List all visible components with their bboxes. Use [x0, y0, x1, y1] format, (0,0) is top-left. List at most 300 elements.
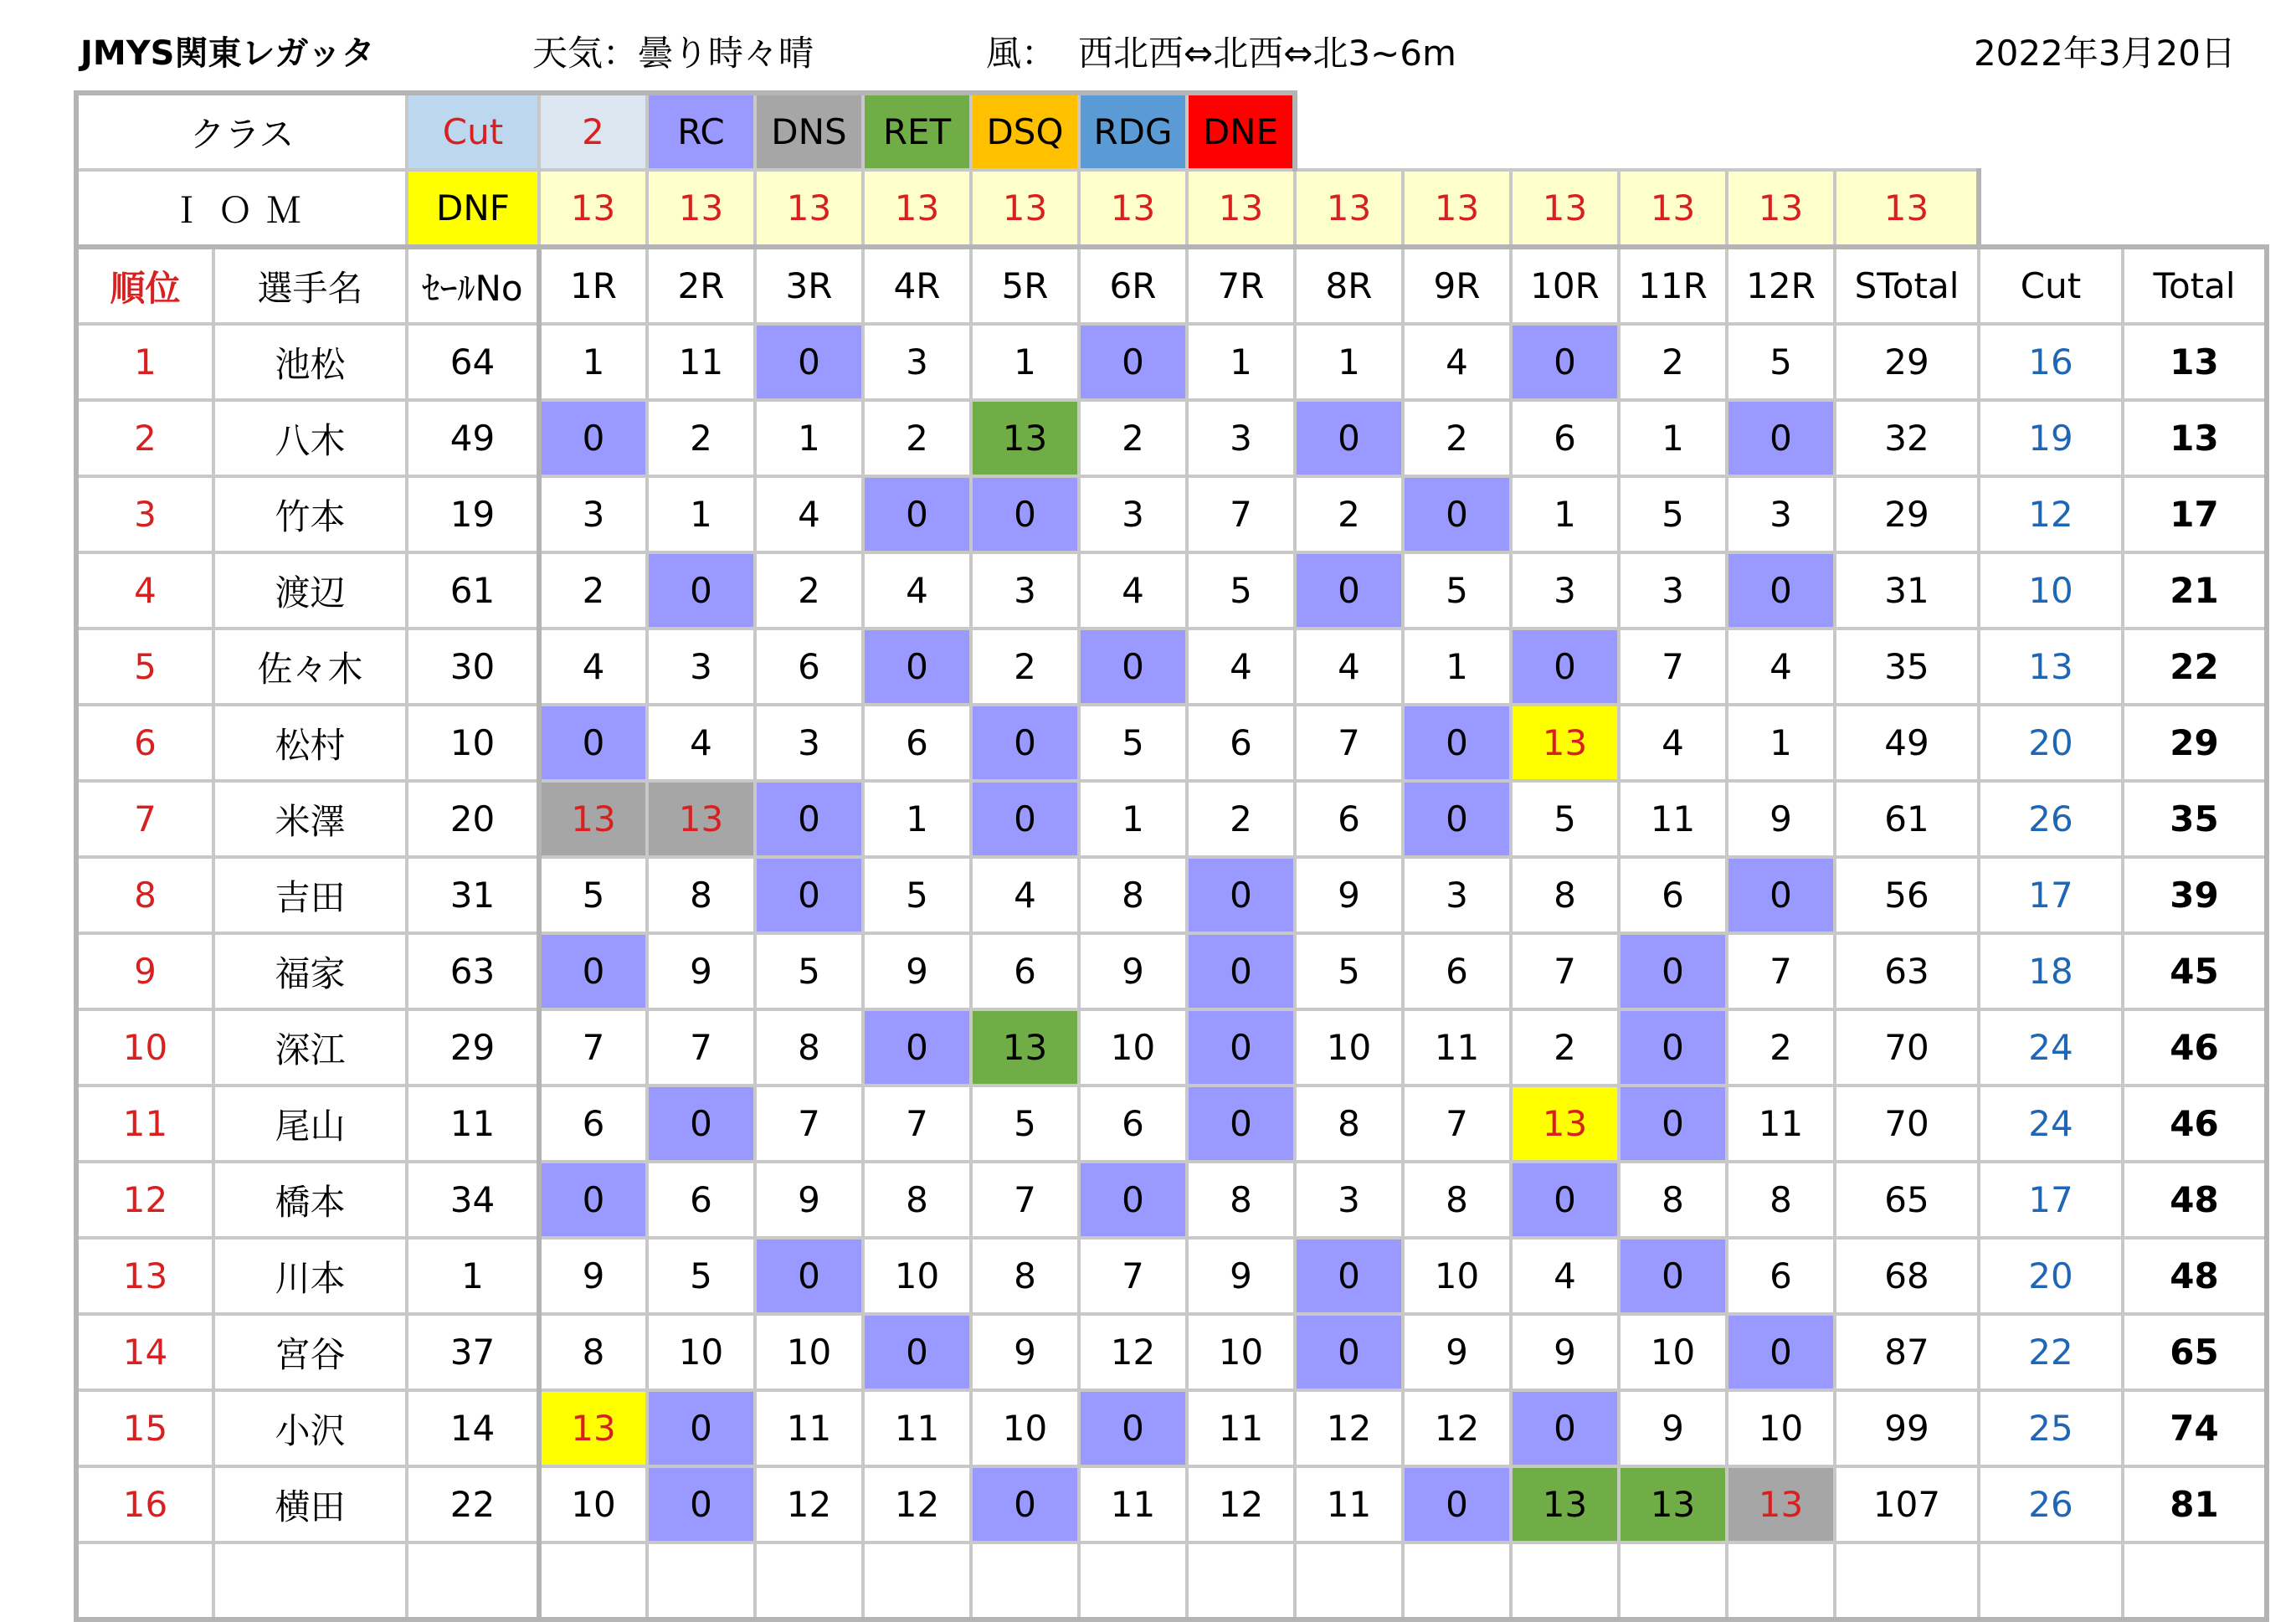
race-score-cell: 10 — [1295, 1009, 1403, 1086]
race-score-cell: 4 — [971, 857, 1079, 933]
rank-cell: 3 — [76, 476, 213, 552]
name-cell: 福家 — [213, 933, 407, 1009]
race-date: 2022年3月20日 — [1973, 33, 2236, 74]
race-score-cell: 7 — [971, 1162, 1079, 1238]
race-score-cell: 2 — [971, 629, 1079, 705]
penalty-value: 13 — [755, 170, 863, 247]
race-score-cell: 3 — [1295, 1162, 1403, 1238]
result-row — [76, 933, 2269, 1009]
cut-cell: 12 — [1979, 476, 2123, 552]
column-header: ｾｰﾙNo — [407, 247, 539, 324]
race-score-cell: 4 — [1295, 629, 1403, 705]
race-score-cell: 4 — [1403, 324, 1511, 400]
race-score-cell: 1 — [755, 400, 863, 476]
class-label: クラス — [76, 93, 407, 170]
stotal-cell: 63 — [1835, 933, 1979, 1009]
race-score-cell: 10 — [863, 1238, 971, 1314]
cut-cell: 22 — [1979, 1314, 2123, 1390]
race-score-cell: 4 — [1511, 1238, 1619, 1314]
race-score-cell: 12 — [1403, 1390, 1511, 1466]
race-score-cell: 7 — [1295, 705, 1403, 781]
total-cell: 29 — [2123, 705, 2267, 781]
race-score-cell: 11 — [1619, 781, 1727, 857]
empty-cell — [539, 1542, 647, 1619]
cut-cell: 19 — [1979, 400, 2123, 476]
column-header: 9R — [1403, 247, 1511, 324]
sail-no-cell: 49 — [407, 400, 539, 476]
race-score-cell: 5 — [971, 1086, 1079, 1162]
race-score-cell: 13 — [1511, 705, 1619, 781]
cut-cell: 24 — [1979, 1086, 2123, 1162]
race-score-cell: 3 — [1403, 857, 1511, 933]
penalty-value: 13 — [1835, 170, 1979, 247]
cut-cell: 20 — [1979, 705, 2123, 781]
race-score-cell: 0 — [647, 1466, 755, 1542]
race-score-cell: 11 — [1295, 1466, 1403, 1542]
column-header: STotal — [1835, 247, 1979, 324]
race-score-cell: 13 — [539, 781, 647, 857]
race-score-cell: 6 — [1187, 705, 1295, 781]
race-score-cell: 8 — [1295, 1086, 1403, 1162]
race-score-cell: 0 — [647, 552, 755, 629]
regatta-title: JMYS関東レガッタ — [80, 34, 375, 73]
stotal-cell: 70 — [1835, 1009, 1979, 1086]
cut-cell: 10 — [1979, 552, 2123, 629]
empty-cell — [1835, 1542, 1979, 1619]
race-score-cell: 0 — [863, 1314, 971, 1390]
sail-no-cell: 1 — [407, 1238, 539, 1314]
race-score-cell: 6 — [1511, 400, 1619, 476]
sheet-header — [0, 0, 2296, 84]
race-score-cell: 1 — [1511, 476, 1619, 552]
empty-cell — [1511, 1542, 1619, 1619]
race-score-cell: 8 — [539, 1314, 647, 1390]
race-score-cell: 5 — [863, 857, 971, 933]
name-cell: 川本 — [213, 1238, 407, 1314]
race-score-cell: 0 — [1295, 400, 1403, 476]
race-score-cell: 4 — [1619, 705, 1727, 781]
race-score-cell: 5 — [539, 857, 647, 933]
race-score-cell: 9 — [755, 1162, 863, 1238]
wind-value: 西北西⇔北西⇔北3~6m — [1078, 33, 1456, 74]
race-score-cell: 3 — [1187, 400, 1295, 476]
stotal-cell: 68 — [1835, 1238, 1979, 1314]
race-score-cell: 12 — [1079, 1314, 1187, 1390]
sail-no-cell: 22 — [407, 1466, 539, 1542]
rank-cell: 14 — [76, 1314, 213, 1390]
stotal-cell: 107 — [1835, 1466, 1979, 1542]
result-row — [76, 857, 2269, 933]
race-score-cell: 10 — [1403, 1238, 1511, 1314]
total-cell: 65 — [2123, 1314, 2267, 1390]
stotal-cell: 99 — [1835, 1390, 1979, 1466]
sail-no-cell: 14 — [407, 1390, 539, 1466]
column-header: Total — [2123, 247, 2267, 324]
column-header: 6R — [1079, 247, 1187, 324]
race-score-cell: 9 — [1619, 1390, 1727, 1466]
race-score-cell: 8 — [1403, 1162, 1511, 1238]
empty-cell — [1619, 1542, 1727, 1619]
legend-rc: RC — [647, 93, 755, 170]
race-score-cell: 0 — [1187, 857, 1295, 933]
total-cell: 21 — [2123, 552, 2267, 629]
race-score-cell: 9 — [1187, 1238, 1295, 1314]
race-score-cell: 3 — [863, 324, 971, 400]
race-score-cell: 5 — [1511, 781, 1619, 857]
race-score-cell: 8 — [1079, 857, 1187, 933]
race-score-cell: 0 — [1187, 1009, 1295, 1086]
empty-cell — [1079, 1542, 1187, 1619]
race-score-cell: 8 — [755, 1009, 863, 1086]
race-score-cell: 12 — [1295, 1390, 1403, 1466]
wind-info — [986, 30, 1456, 77]
sail-no-cell: 19 — [407, 476, 539, 552]
race-score-cell: 10 — [647, 1314, 755, 1390]
penalty-value: 13 — [1187, 170, 1295, 247]
penalty-row — [76, 170, 2269, 247]
result-row — [76, 400, 2269, 476]
empty-cell — [407, 1542, 539, 1619]
total-cell: 13 — [2123, 324, 2267, 400]
race-score-cell: 6 — [1295, 781, 1403, 857]
empty-row — [76, 1542, 2269, 1619]
race-score-cell: 12 — [755, 1466, 863, 1542]
race-score-cell: 0 — [1619, 1009, 1727, 1086]
rank-cell: 7 — [76, 781, 213, 857]
race-score-cell: 6 — [755, 629, 863, 705]
empty-cell — [213, 1542, 407, 1619]
race-score-cell: 0 — [1079, 629, 1187, 705]
result-row — [76, 552, 2269, 629]
race-score-cell: 4 — [1727, 629, 1835, 705]
stotal-cell: 61 — [1835, 781, 1979, 857]
race-score-cell: 4 — [755, 476, 863, 552]
race-score-cell: 0 — [1619, 933, 1727, 1009]
race-score-cell: 0 — [1295, 552, 1403, 629]
race-score-cell: 10 — [1079, 1009, 1187, 1086]
column-header: 2R — [647, 247, 755, 324]
race-score-cell: 1 — [647, 476, 755, 552]
race-score-cell: 5 — [1619, 476, 1727, 552]
sail-no-cell: 31 — [407, 857, 539, 933]
race-score-cell: 0 — [1511, 1162, 1619, 1238]
race-score-cell: 2 — [539, 552, 647, 629]
race-score-cell: 0 — [1187, 1086, 1295, 1162]
race-score-cell: 9 — [1079, 933, 1187, 1009]
race-score-cell: 6 — [1727, 1238, 1835, 1314]
stotal-cell: 32 — [1835, 400, 1979, 476]
rank-cell: 9 — [76, 933, 213, 1009]
sail-no-cell: 20 — [407, 781, 539, 857]
race-score-cell: 1 — [1727, 705, 1835, 781]
race-score-cell: 10 — [971, 1390, 1079, 1466]
cut-cell: 16 — [1979, 324, 2123, 400]
race-score-cell: 7 — [1403, 1086, 1511, 1162]
weather-info — [532, 30, 814, 77]
race-score-cell: 13 — [647, 781, 755, 857]
sail-no-cell: 64 — [407, 324, 539, 400]
cut-cell: 26 — [1979, 1466, 2123, 1542]
race-score-cell: 0 — [1403, 781, 1511, 857]
cut-cell: 25 — [1979, 1390, 2123, 1466]
race-score-cell: 9 — [863, 933, 971, 1009]
race-score-cell: 13 — [1511, 1466, 1619, 1542]
race-score-cell: 5 — [1727, 324, 1835, 400]
race-score-cell: 8 — [1187, 1162, 1295, 1238]
race-score-cell: 2 — [1187, 781, 1295, 857]
race-score-cell: 5 — [647, 1238, 755, 1314]
race-score-cell: 8 — [1727, 1162, 1835, 1238]
sail-no-cell: 34 — [407, 1162, 539, 1238]
race-score-cell: 0 — [971, 705, 1079, 781]
race-score-cell: 0 — [1727, 400, 1835, 476]
race-score-cell: 9 — [1403, 1314, 1511, 1390]
empty-cell — [1403, 1542, 1511, 1619]
cut-cell: 24 — [1979, 1009, 2123, 1086]
race-score-cell: 2 — [1403, 400, 1511, 476]
race-score-cell: 10 — [1727, 1390, 1835, 1466]
total-cell: 13 — [2123, 400, 2267, 476]
penalty-value: 13 — [1403, 170, 1511, 247]
name-cell: 渡辺 — [213, 552, 407, 629]
race-score-cell: 7 — [1727, 933, 1835, 1009]
wind-label: 風： — [986, 33, 1057, 74]
column-header: 12R — [1727, 247, 1835, 324]
race-score-cell: 6 — [647, 1162, 755, 1238]
rank-cell: 6 — [76, 705, 213, 781]
race-score-cell: 9 — [971, 1314, 1079, 1390]
sail-no-cell: 61 — [407, 552, 539, 629]
race-score-cell: 11 — [755, 1390, 863, 1466]
race-score-cell: 0 — [1727, 857, 1835, 933]
race-score-cell: 6 — [1079, 1086, 1187, 1162]
total-cell: 74 — [2123, 1390, 2267, 1466]
stotal-cell: 56 — [1835, 857, 1979, 933]
race-score-cell: 13 — [1619, 1466, 1727, 1542]
race-score-cell: 2 — [1727, 1009, 1835, 1086]
result-row — [76, 705, 2269, 781]
penalty-value: 13 — [971, 170, 1079, 247]
race-score-cell: 9 — [647, 933, 755, 1009]
result-row — [76, 476, 2269, 552]
weather-value: 曇り時々晴 — [638, 33, 814, 74]
result-row — [76, 1009, 2269, 1086]
race-score-cell: 5 — [1295, 933, 1403, 1009]
column-header: 8R — [1295, 247, 1403, 324]
legend-row — [76, 93, 2269, 170]
race-score-cell: 6 — [1403, 933, 1511, 1009]
race-score-cell: 4 — [1079, 552, 1187, 629]
race-score-cell: 2 — [1619, 324, 1727, 400]
name-cell: 佐々木 — [213, 629, 407, 705]
race-score-cell: 0 — [863, 629, 971, 705]
race-score-cell: 7 — [647, 1009, 755, 1086]
race-score-cell: 11 — [863, 1390, 971, 1466]
column-header: 順位 — [76, 247, 213, 324]
race-score-cell: 0 — [1511, 324, 1619, 400]
race-score-cell: 0 — [755, 781, 863, 857]
race-score-cell: 0 — [755, 324, 863, 400]
race-score-cell: 0 — [755, 857, 863, 933]
name-cell: 横田 — [213, 1466, 407, 1542]
legend-dne: DNE — [1187, 93, 1295, 170]
race-score-cell: 0 — [1187, 933, 1295, 1009]
race-score-cell: 13 — [971, 1009, 1079, 1086]
race-score-cell: 0 — [539, 705, 647, 781]
race-score-cell: 6 — [863, 705, 971, 781]
total-cell: 39 — [2123, 857, 2267, 933]
race-score-cell: 0 — [539, 400, 647, 476]
race-score-cell: 3 — [1619, 552, 1727, 629]
column-header: 7R — [1187, 247, 1295, 324]
sail-no-cell: 29 — [407, 1009, 539, 1086]
race-score-cell: 5 — [1403, 552, 1511, 629]
sail-no-cell: 11 — [407, 1086, 539, 1162]
race-score-cell: 4 — [863, 552, 971, 629]
total-cell: 45 — [2123, 933, 2267, 1009]
cut-cell: 18 — [1979, 933, 2123, 1009]
race-score-cell: 5 — [755, 933, 863, 1009]
race-score-cell: 11 — [1187, 1390, 1295, 1466]
name-cell: 竹本 — [213, 476, 407, 552]
race-score-cell: 9 — [1295, 857, 1403, 933]
race-score-cell: 4 — [539, 629, 647, 705]
race-score-cell: 4 — [647, 705, 755, 781]
result-row — [76, 1238, 2269, 1314]
race-score-cell: 0 — [1295, 1238, 1403, 1314]
race-score-cell: 0 — [1403, 1466, 1511, 1542]
total-cell: 22 — [2123, 629, 2267, 705]
race-score-cell: 3 — [971, 552, 1079, 629]
legend-dns: DNS — [755, 93, 863, 170]
race-score-cell: 2 — [755, 552, 863, 629]
race-score-cell: 10 — [1619, 1314, 1727, 1390]
cut-cell: 17 — [1979, 1162, 2123, 1238]
rank-cell: 12 — [76, 1162, 213, 1238]
stotal-cell: 35 — [1835, 629, 1979, 705]
race-score-cell: 7 — [1079, 1238, 1187, 1314]
race-score-cell: 5 — [1187, 552, 1295, 629]
race-score-cell: 13 — [1511, 1086, 1619, 1162]
empty-cell — [1295, 1542, 1403, 1619]
cut-cell: 13 — [1979, 629, 2123, 705]
stotal-cell: 87 — [1835, 1314, 1979, 1390]
race-score-cell: 1 — [1079, 781, 1187, 857]
total-cell: 17 — [2123, 476, 2267, 552]
race-score-cell: 0 — [1403, 705, 1511, 781]
sail-no-cell: 37 — [407, 1314, 539, 1390]
race-score-cell: 9 — [1511, 1314, 1619, 1390]
dnf-label: DNF — [407, 170, 539, 247]
race-score-cell: 0 — [1295, 1314, 1403, 1390]
name-cell: 吉田 — [213, 857, 407, 933]
race-score-cell: 11 — [1079, 1466, 1187, 1542]
stotal-cell: 49 — [1835, 705, 1979, 781]
result-row — [76, 1466, 2269, 1542]
race-score-cell: 8 — [1511, 857, 1619, 933]
rank-cell: 15 — [76, 1390, 213, 1466]
legend-rdg: RDG — [1079, 93, 1187, 170]
empty-cell — [971, 1542, 1079, 1619]
race-score-cell: 0 — [1511, 1390, 1619, 1466]
race-score-cell: 0 — [971, 1466, 1079, 1542]
result-row — [76, 781, 2269, 857]
class-name: ＩＯＭ — [76, 170, 407, 247]
penalty-value: 13 — [647, 170, 755, 247]
race-score-cell: 7 — [1187, 476, 1295, 552]
column-header-row — [76, 247, 2269, 324]
penalty-value: 13 — [1079, 170, 1187, 247]
sail-no-cell: 30 — [407, 629, 539, 705]
column-header: 選手名 — [213, 247, 407, 324]
cut-cell: 26 — [1979, 781, 2123, 857]
race-score-cell: 0 — [755, 1238, 863, 1314]
race-score-cell: 1 — [539, 324, 647, 400]
name-cell: 深江 — [213, 1009, 407, 1086]
sail-no-cell: 63 — [407, 933, 539, 1009]
race-score-cell: 7 — [1619, 629, 1727, 705]
race-score-cell: 0 — [1619, 1086, 1727, 1162]
race-score-cell: 5 — [1079, 705, 1187, 781]
race-score-cell: 8 — [863, 1162, 971, 1238]
penalty-value: 13 — [1619, 170, 1727, 247]
race-score-cell: 1 — [863, 781, 971, 857]
empty-cell — [1979, 1542, 2123, 1619]
penalty-value: 13 — [1727, 170, 1835, 247]
race-score-cell: 0 — [539, 1162, 647, 1238]
total-cell: 46 — [2123, 1009, 2267, 1086]
empty-cell — [1187, 1542, 1295, 1619]
race-score-cell: 13 — [971, 400, 1079, 476]
cut-cell: 17 — [1979, 857, 2123, 933]
cut-cell: 20 — [1979, 1238, 2123, 1314]
result-row — [76, 1314, 2269, 1390]
rank-cell: 16 — [76, 1466, 213, 1542]
race-score-cell: 0 — [1511, 629, 1619, 705]
race-score-cell: 0 — [863, 476, 971, 552]
legend-cut: Cut — [407, 93, 539, 170]
race-score-cell: 0 — [1403, 476, 1511, 552]
race-score-cell: 10 — [539, 1466, 647, 1542]
name-cell: 池松 — [213, 324, 407, 400]
race-score-cell: 3 — [539, 476, 647, 552]
legend-dsq: DSQ — [971, 93, 1079, 170]
column-header: 3R — [755, 247, 863, 324]
total-cell: 46 — [2123, 1086, 2267, 1162]
name-cell: 八木 — [213, 400, 407, 476]
penalty-value: 13 — [1511, 170, 1619, 247]
race-score-cell: 2 — [1295, 476, 1403, 552]
empty-cell — [1727, 1542, 1835, 1619]
name-cell: 橋本 — [213, 1162, 407, 1238]
legend-2: 2 — [539, 93, 647, 170]
race-score-cell: 0 — [1619, 1238, 1727, 1314]
race-score-cell: 2 — [647, 400, 755, 476]
race-score-cell: 11 — [1403, 1009, 1511, 1086]
race-score-cell: 1 — [1187, 324, 1295, 400]
race-score-cell: 8 — [647, 857, 755, 933]
race-score-cell: 8 — [971, 1238, 1079, 1314]
race-score-cell: 1 — [1619, 400, 1727, 476]
race-score-cell: 13 — [539, 1390, 647, 1466]
race-score-cell: 0 — [539, 933, 647, 1009]
total-cell: 81 — [2123, 1466, 2267, 1542]
race-score-cell: 9 — [1727, 781, 1835, 857]
race-score-cell: 3 — [1511, 552, 1619, 629]
race-score-cell: 7 — [755, 1086, 863, 1162]
column-header: 10R — [1511, 247, 1619, 324]
stotal-cell: 29 — [1835, 324, 1979, 400]
